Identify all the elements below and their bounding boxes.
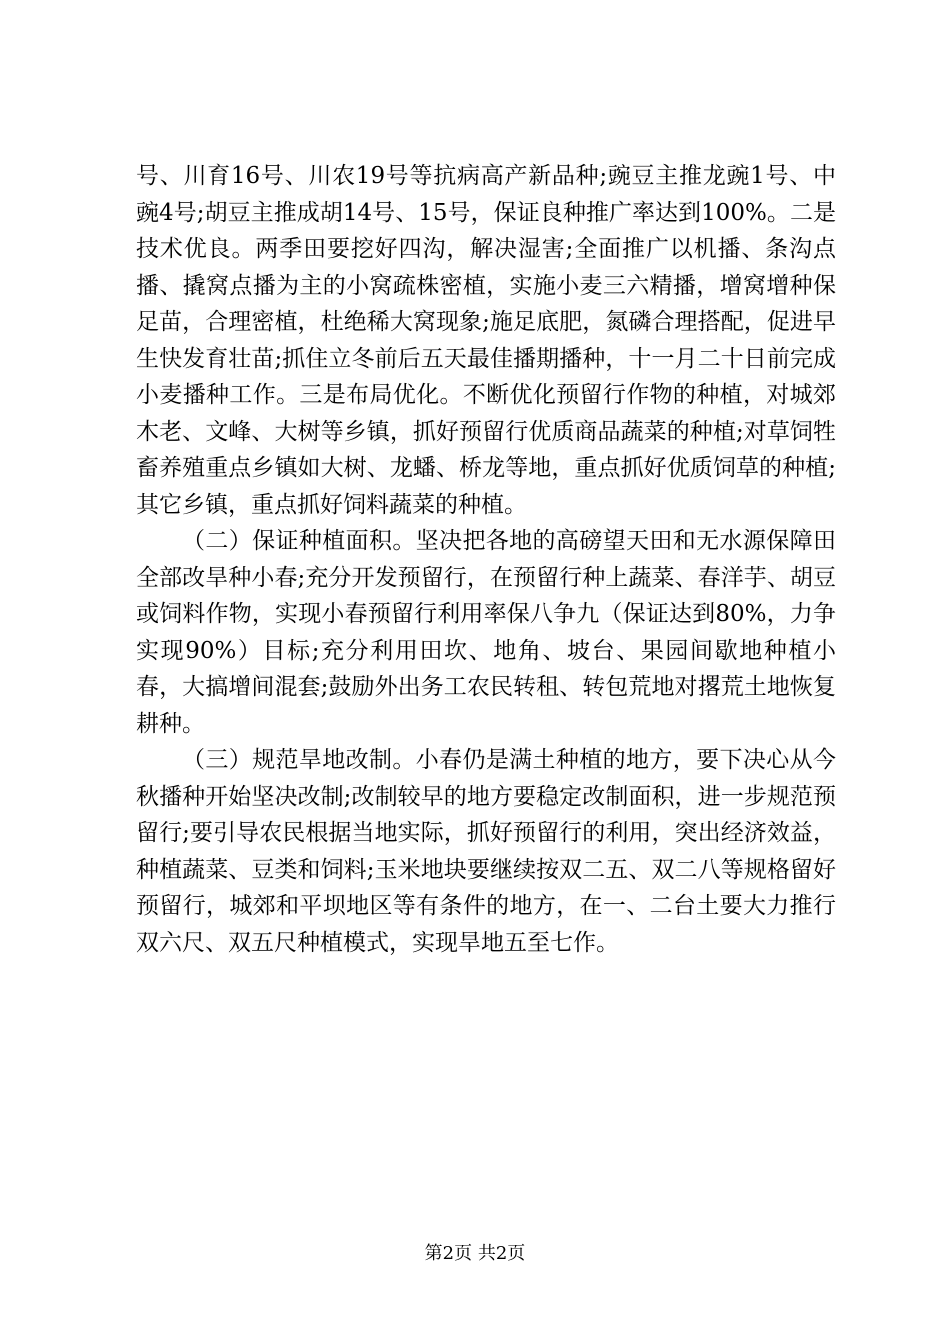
page-number-footer: 第2页 共2页	[424, 1243, 526, 1264]
paragraph-planting-area: （二）保证种植面积。坚决把各地的高磅望天田和无水源保障田全部改旱种小春;充分开发预留行，在预留行种上蔬菜、春洋芋、胡豆或饲料作物，实现小春预留行利用率保八争九（保证达到80%，力争实现90%）目标;充分利用田坎、地角、坡台、果园间歇地种植小春，大搞增间混套;鼓励外出务工农民转租、转包荒地对撂荒土地恢复耕种。	[136, 528, 836, 737]
document-body	[136, 158, 836, 961]
paragraph-continuation: 号、川育16号、川农19号等抗病高产新品种;豌豆主推龙豌1号、中豌4号;胡豆主推成胡14号、15号，保证良种推广率达到100%。二是技术优良。两季田要挖好四沟，解决湿害;全面推广以机播、条沟点播、撬窝点播为主的小窝疏株密植，实施小麦三六精播，增窝增种保足苗，合理密植，杜绝稀大窝现象;施足底肥，氮磷合理搭配，促进早生快发育壮苗;抓住立冬前后五天最佳播期播种，十一月二十日前完成小麦播种工作。三是布局优化。不断优化预留行作物的种植，对城郊木老、文峰、大树等乡镇，抓好预留行优质商品蔬菜的种植;对草饲牲畜养殖重点乡镇如大树、龙蟠、桥龙等地，重点抓好优质饲草的种植;其它乡镇，重点抓好饲料蔬菜的种植。	[136, 163, 836, 518]
paragraph-dryland-reform: （三）规范旱地改制。小春仍是满土种植的地方，要下决心从今秋播种开始坚决改制;改制较早的地方要稳定改制面积，进一步规范预留行;要引导农民根据当地实际，抓好预留行的利用，突出经济效益，种植蔬菜、豆类和饲料;玉米地块要继续按双二五、双二八等规格留好预留行，城郊和平坝地区等有条件的地方，在一、二台土要大力推行双六尺、双五尺种植模式，实现旱地五至七作。	[136, 747, 836, 956]
